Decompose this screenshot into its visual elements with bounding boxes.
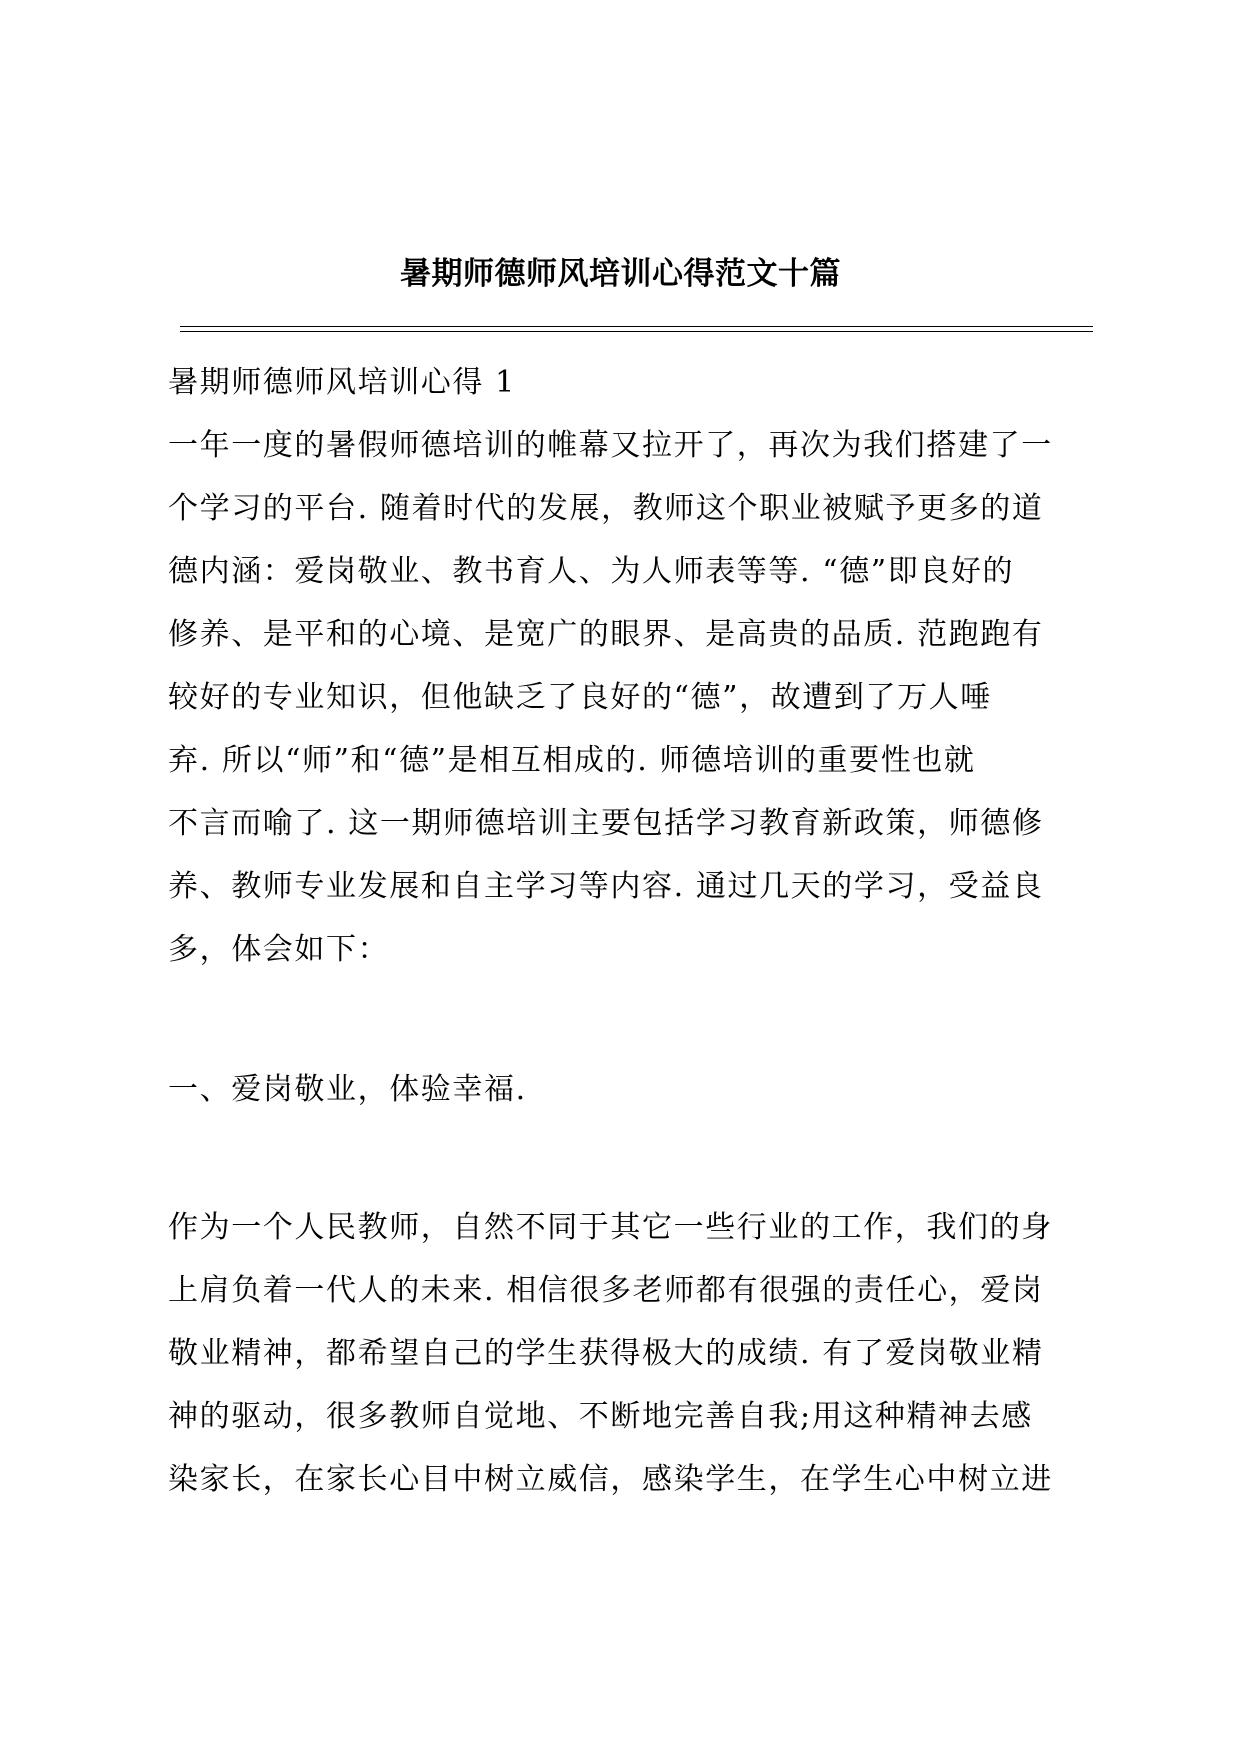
body-line: 多，体会如下： bbox=[168, 932, 390, 967]
body-line: 染家长，在家长心目中树立威信，感染学生，在学生心中树立进 bbox=[168, 1462, 1053, 1497]
body-line: 养、教师专业发展和自主学习等内容. 通过几天的学习，受益良 bbox=[168, 869, 1044, 904]
body-line: 作为一个人民教师，自然不同于其它一些行业的工作，我们的身 bbox=[168, 1210, 1053, 1245]
body-line: 不言而喻了. 这一期师德培训主要包括学习教育新政策，师德修 bbox=[168, 806, 1044, 841]
body-line: 神的驱动，很多教师自觉地、不断地完善自我;用这种精神去感 bbox=[168, 1399, 1033, 1434]
subsection-heading: 一、爱岗敬业，体验幸福. bbox=[168, 1072, 527, 1107]
body-line: 弃. 所以“师”和“德”是相互相成的. 师德培训的重要性也就 bbox=[168, 743, 976, 778]
body-line: 敬业精神，都希望自己的学生获得极大的成绩. 有了爱岗敬业精 bbox=[168, 1336, 1044, 1371]
document-title: 暑期师德师风培训心得范文十篇 bbox=[400, 256, 841, 292]
body-line: 一年一度的暑假师德培训的帷幕又拉开了，再次为我们搭建了一 bbox=[168, 428, 1053, 463]
body-line: 德内涵：爱岗敬业、教书育人、为人师表等等. “德”即良好的 bbox=[168, 554, 1015, 589]
title-double-rule bbox=[180, 326, 1093, 332]
body-line: 修养、是平和的心境、是宽广的眼界、是高贵的品质. 范跑跑有 bbox=[168, 617, 1044, 652]
body-line: 较好的专业知识，但他缺乏了良好的“德”，故遭到了万人唾 bbox=[168, 680, 992, 715]
body-line: 上肩负着一代人的未来. 相信很多老师都有很强的责任心，爱岗 bbox=[168, 1273, 1044, 1308]
section-heading: 暑期师德师风培训心得 1 bbox=[168, 365, 516, 400]
body-line: 个学习的平台. 随着时代的发展，教师这个职业被赋予更多的道 bbox=[168, 491, 1044, 526]
